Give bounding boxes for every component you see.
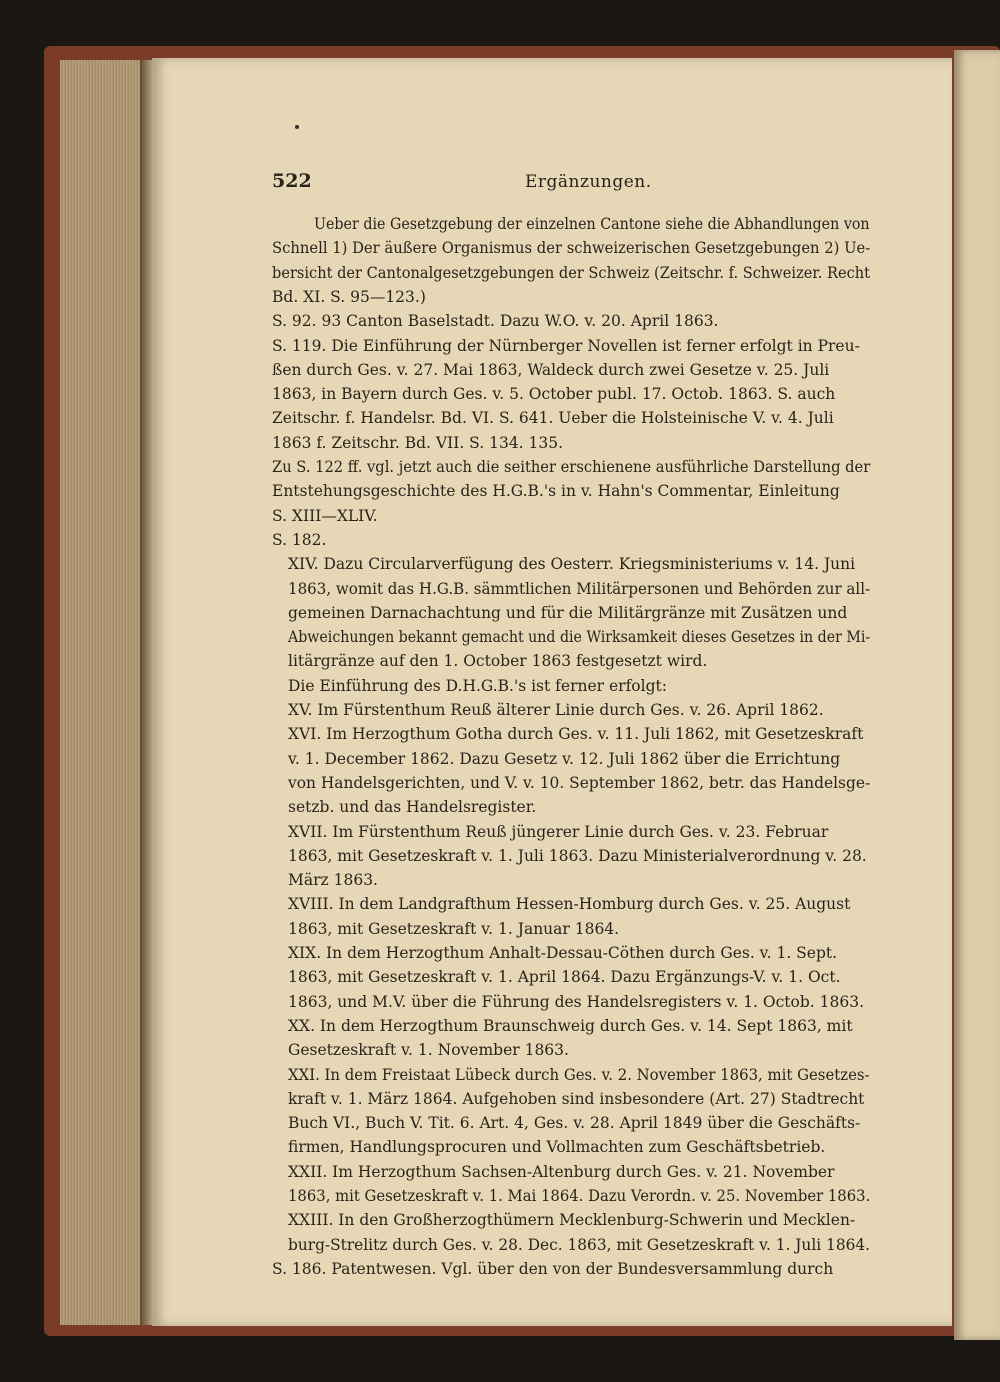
text-line: setzb. und das Handelsregister. — [288, 798, 537, 817]
text-line: Entstehungsgeschichte des H.G.B.'s in v. Hahn's Commentar, Einleitung — [272, 482, 840, 501]
page-edges — [60, 60, 152, 1325]
text-line: Bd. XI. S. 95—123.) — [272, 287, 426, 306]
text-line: litärgränze auf den 1. October 1863 festgesetzt wird. — [288, 652, 708, 671]
text-line: Gesetzeskraft v. 1. November 1863. — [288, 1041, 569, 1060]
text-line: S. 186. Patentwesen. Vgl. über den von der Bundesversammlung durch — [272, 1259, 834, 1278]
text-line: Ueber die Gesetzgebung der einzelnen Cantone siehe die Abhandlungen von — [314, 215, 870, 233]
text-line: Abweichungen bekannt gemacht und die Wirksamkeit dieses Gesetzes in der Mi- — [288, 628, 871, 647]
text-line: März 1863. — [288, 871, 378, 890]
text-line: 1863, mit Gesetzeskraft v. 1. April 1864. Dazu Ergänzungs-V. v. 1. Oct. — [288, 968, 841, 987]
text-line: S. 119. Die Einführung der Nürnberger Novellen ist ferner erfolgt in Preu- — [272, 336, 860, 355]
text-line: S. 92. 93 Canton Baselstadt. Dazu W.O. v. 20. April 1863. — [272, 312, 719, 331]
ink-speck — [295, 125, 299, 129]
text-line: XVIII. In dem Landgrafthum Hessen-Homburg durch Ges. v. 25. August — [288, 895, 851, 914]
facing-page-edge — [954, 50, 1000, 1340]
running-title: Ergänzungen. — [525, 172, 652, 192]
text-line: 1863, mit Gesetzeskraft v. 1. Mai 1864. Dazu Verordn. v. 25. November 1863. — [288, 1187, 871, 1205]
text-line: S. 182. — [272, 530, 327, 549]
text-line: XIX. In dem Herzogthum Anhalt-Dessau-Cöthen durch Ges. v. 1. Sept. — [288, 944, 838, 962]
text-line: 1863, in Bayern durch Ges. v. 5. October publ. 17. Octob. 1863. S. auch — [272, 385, 836, 404]
text-line: XXII. Im Herzogthum Sachsen-Altenburg durch Ges. v. 21. November — [288, 1162, 835, 1181]
text-line: ßen durch Ges. v. 27. Mai 1863, Waldeck durch zwei Gesetze v. 25. Juli — [272, 360, 830, 379]
text-line: XV. Im Fürstenthum Reuß älterer Linie durch Ges. v. 26. April 1862. — [288, 701, 824, 719]
text-line: Die Einführung des D.H.G.B.'s ist ferner erfolgt: — [288, 676, 667, 695]
text-line: von Handelsgerichten, und V. v. 10. September 1862, betr. das Handelsge- — [288, 773, 871, 792]
text-line: XXI. In dem Freistaat Lübeck durch Ges. v. 2. November 1863, mit Gesetzes- — [288, 1065, 870, 1084]
page-header — [270, 170, 870, 198]
text-line: bersicht der Cantonalgesetzgebungen der Schweiz (Zeitschr. f. Schweizer. Recht — [272, 263, 871, 282]
text-line: gemeinen Darnachachtung und für die Militärgränze mit Zusätzen und — [288, 603, 848, 622]
text-line: S. XIII—XLIV. — [272, 506, 378, 525]
text-line: 1863, mit Gesetzeskraft v. 1. Juli 1863. Dazu Ministerialverordnung v. 28. — [288, 846, 867, 865]
text-line: 1863, und M.V. über die Führung des Handelsregisters v. 1. Octob. 1863. — [288, 992, 865, 1011]
text-line: 1863, mit Gesetzeskraft v. 1. Januar 1864. — [288, 919, 620, 938]
text-line: Schnell 1) Der äußere Organismus der schweizerischen Gesetzgebungen 2) Ue- — [272, 239, 871, 258]
text-line: XX. In dem Herzogthum Braunschweig durch Ges. v. 14. Sept 1863, mit — [288, 1016, 853, 1035]
text-line: XXIII. In den Großherzogthümern Mecklenburg-Schwerin und Mecklen- — [288, 1211, 856, 1230]
text-line: firmen, Handlungsprocuren und Vollmachten zum Geschäftsbetrieb. — [288, 1138, 826, 1157]
text-line: burg-Strelitz durch Ges. v. 28. Dec. 1863, mit Gesetzeskraft v. 1. Juli 1864. — [288, 1235, 871, 1254]
text-line: Zu S. 122 ff. vgl. jetzt auch die seither erschienene ausführliche Darstellung der — [272, 458, 871, 476]
text-line: Zeitschr. f. Handelsr. Bd. VI. S. 641. Ueber die Holsteinische V. v. 4. Juli — [272, 409, 834, 428]
text-line: v. 1. December 1862. Dazu Gesetz v. 12. Juli 1862 über die Errichtung — [288, 749, 841, 768]
text-line: kraft v. 1. März 1864. Aufgehoben sind insbesondere (Art. 27) Stadtrecht — [288, 1089, 865, 1108]
text-line: 1863, womit das H.G.B. sämmtlichen Militärpersonen und Behörden zur all- — [288, 579, 871, 598]
text-line: XVII. Im Fürstenthum Reuß jüngerer Linie durch Ges. v. 23. Februar — [288, 822, 829, 841]
text-line: XIV. Dazu Circularverfügung des Oesterr. Kriegsministeriums v. 14. Juni — [288, 555, 856, 574]
text-line: Buch VI., Buch V. Tit. 6. Art. 4, Ges. v. 28. April 1849 über die Geschäfts- — [288, 1114, 861, 1133]
page-number: 522 — [272, 170, 312, 192]
text-line: XVI. Im Herzogthum Gotha durch Ges. v. 11. Juli 1862, mit Gesetzeskraft — [288, 725, 864, 744]
text-line: 1863 f. Zeitschr. Bd. VII. S. 134. 135. — [272, 433, 564, 452]
